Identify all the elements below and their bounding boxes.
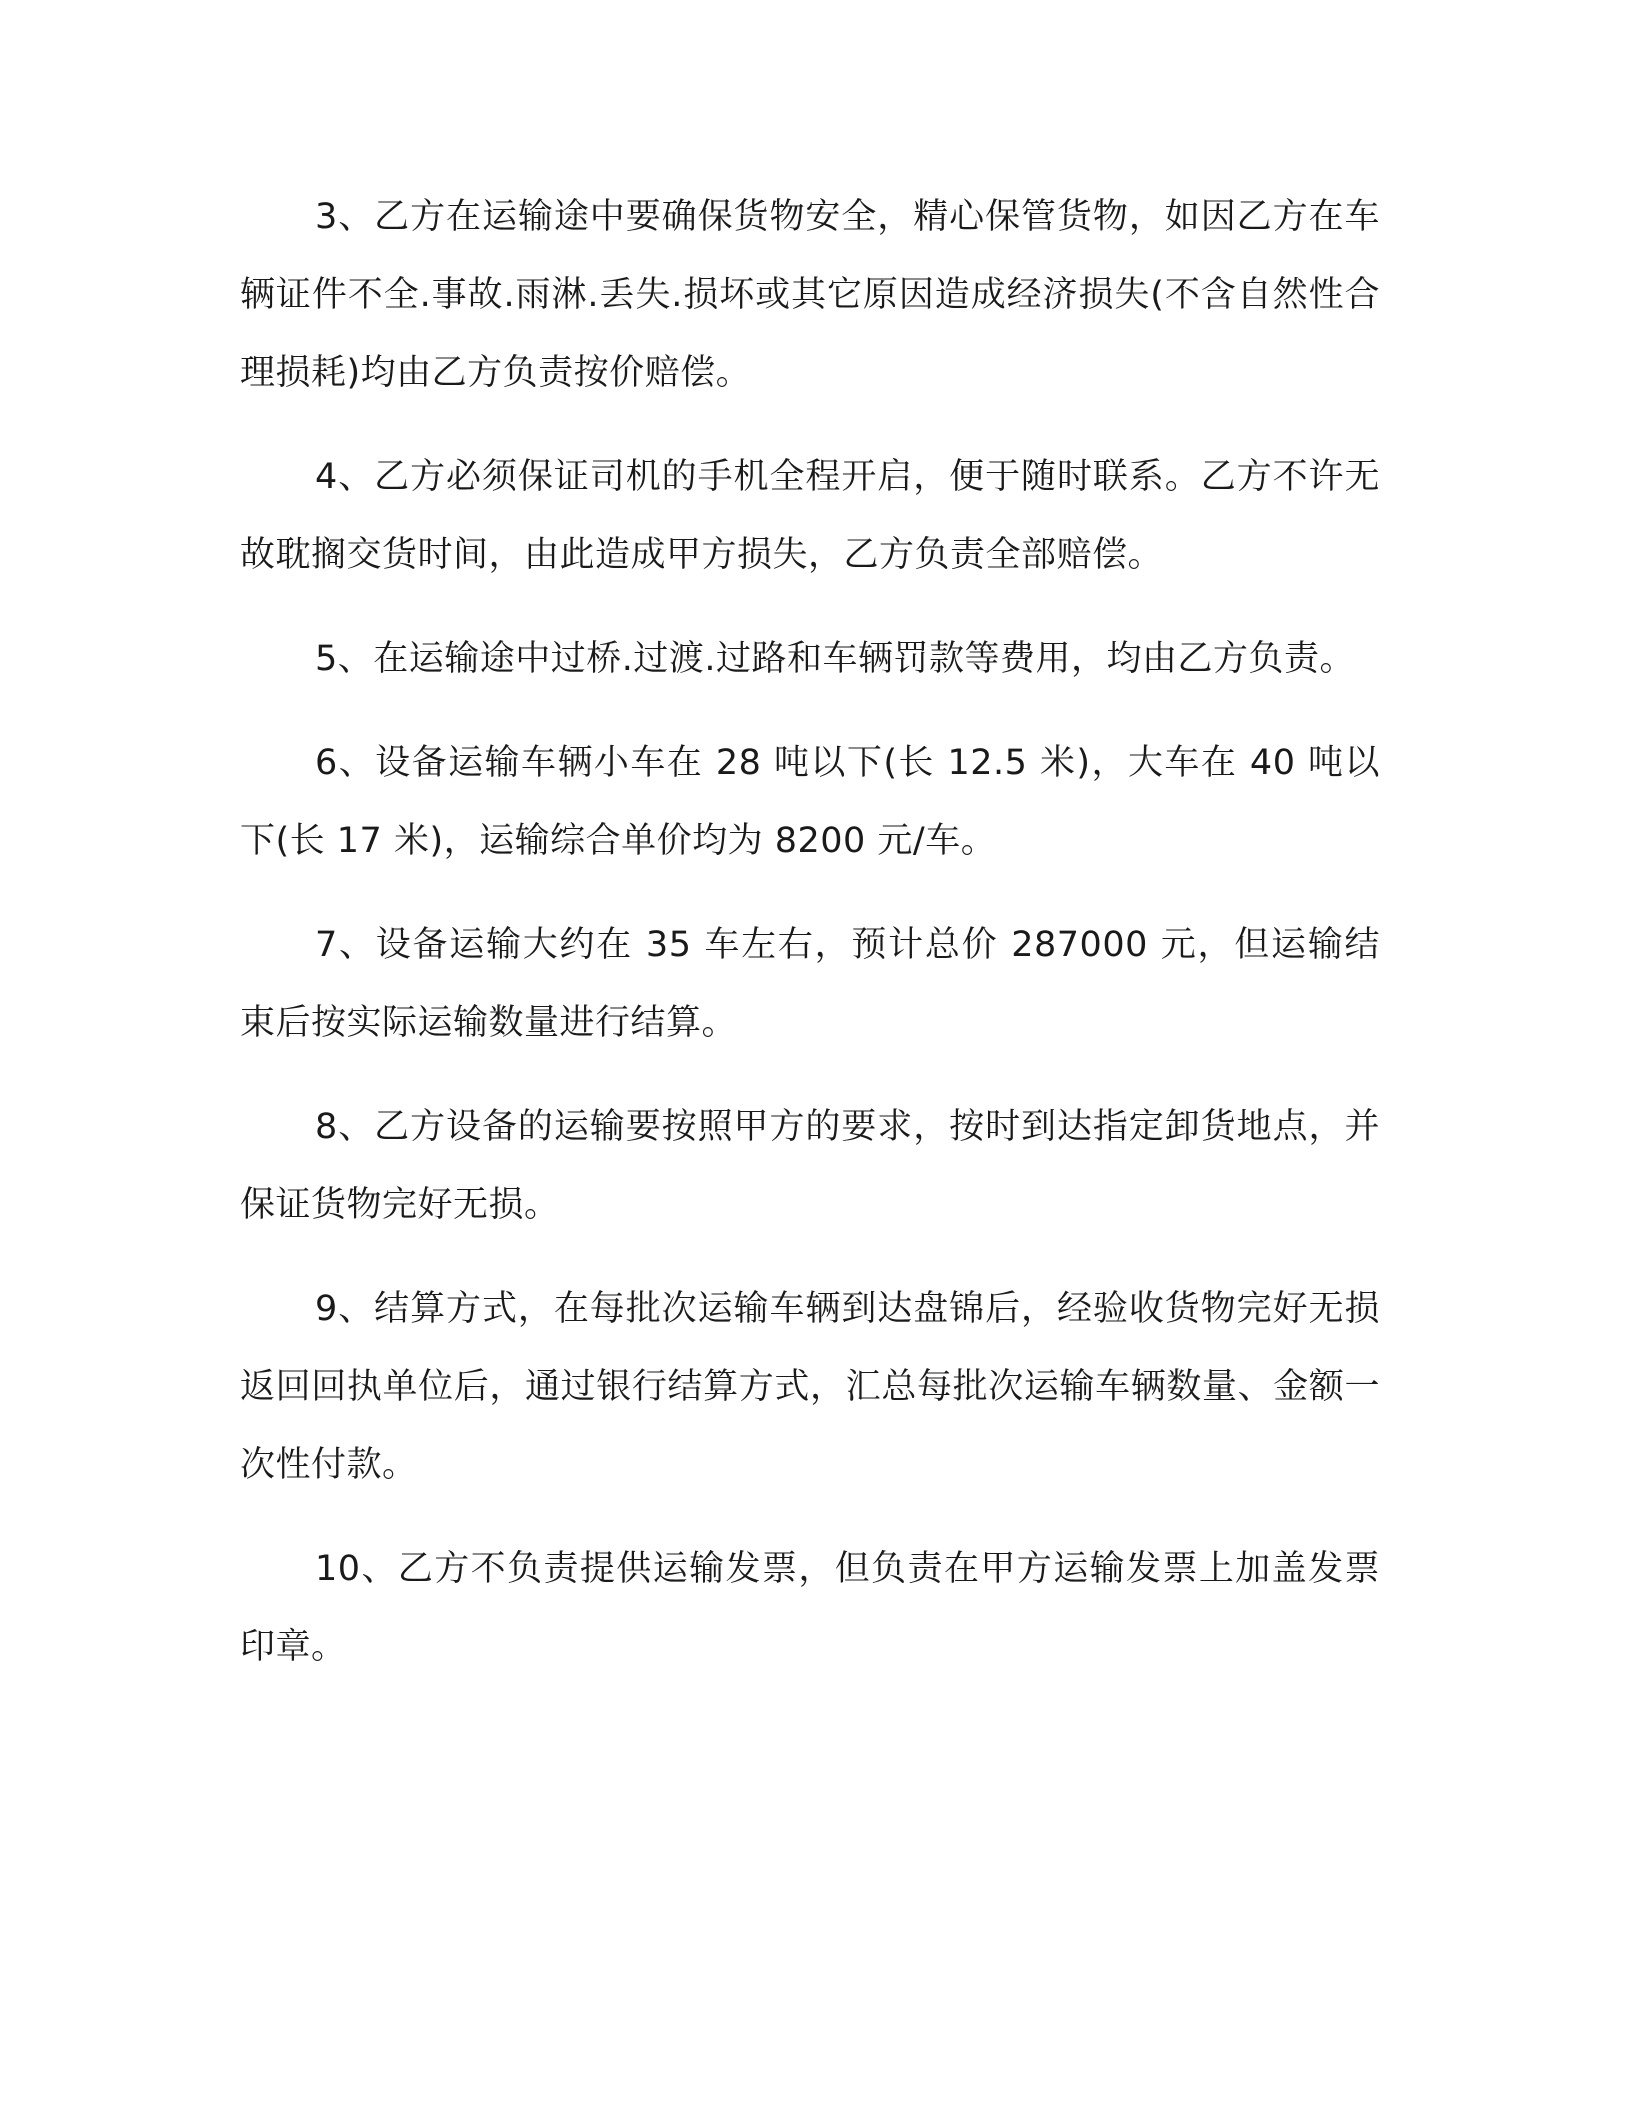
clause-3-paragraph: 3、乙方在运输途中要确保货物安全，精心保管货物，如因乙方在车辆证件不全.事故.雨淋.丢失.损坏或其它原因造成经济损失(不含自然性合理损耗)均由乙方负责按价赔偿。 [240,197,1380,393]
clause-7-paragraph: 7、设备运输大约在 35 车左右，预计总价 287000 元，但运输结束后按实际运输数量进行结算。 [240,925,1380,1043]
document-body [240,178,1380,1712]
clause-9-paragraph: 9、结算方式，在每批次运输车辆到达盘锦后，经验收货物完好无损返回回执单位后，通过银行结算方式，汇总每批次运输车辆数量、金额一次性付款。 [240,1289,1380,1485]
clause-6-paragraph: 6、设备运输车辆小车在 28 吨以下(长 12.5 米)，大车在 40 吨以下(长 17 米)，运输综合单价均为 8200 元/车。 [240,743,1380,861]
clause-10-paragraph: 10、乙方不负责提供运输发票，但负责在甲方运输发票上加盖发票印章。 [240,1549,1380,1667]
clause-8-paragraph: 8、乙方设备的运输要按照甲方的要求，按时到达指定卸货地点，并保证货物完好无损。 [240,1107,1380,1225]
clause-4-paragraph: 4、乙方必须保证司机的手机全程开启，便于随时联系。乙方不许无故耽搁交货时间，由此造成甲方损失，乙方负责全部赔偿。 [240,457,1380,575]
clause-5-paragraph: 5、在运输途中过桥.过渡.过路和车辆罚款等费用，均由乙方负责。 [315,639,1356,679]
